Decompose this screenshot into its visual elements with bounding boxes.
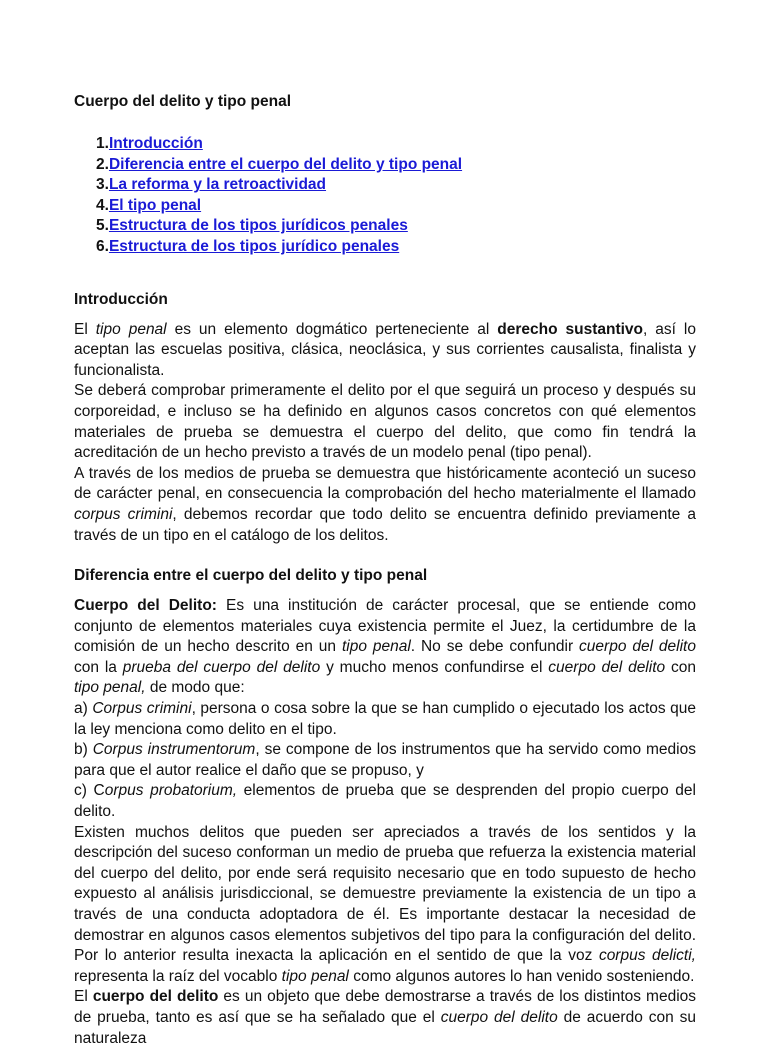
diferencia-paragraph-2: [74, 823, 696, 988]
table-of-contents: [74, 134, 696, 258]
italic-term: tipo penal: [341, 638, 411, 656]
section-heading-introduccion: Introducción: [74, 290, 168, 308]
text-run: b): [74, 741, 93, 759]
toc-link-tipo-penal[interactable]: El tipo penal: [108, 196, 202, 214]
text-run: como algunos autores lo han venido sosteniendo.: [348, 967, 695, 985]
intro-paragraph-2: Se deberá comprobar primeramente el delito por el que seguirá un proceso y después su corporeidad, e incluso se ha definido en algunos casos concretos con qué elementos materiales de prueba se demuestra el cuerpo del delito, que como fin tendrá la acreditación de un hecho previsto a través de un modelo penal (tipo penal).: [74, 382, 696, 462]
text-run: es un elemento dogmático perteneciente al: [166, 320, 498, 338]
text-run: El: [74, 988, 93, 1006]
text-run: con la: [74, 658, 123, 676]
list-item-c: [74, 781, 696, 822]
italic-term: cuerpo del delito: [579, 638, 696, 656]
text-run: de modo que:: [145, 679, 245, 697]
toc-link-reforma[interactable]: La reforma y la retroactividad: [108, 176, 327, 194]
diferencia-paragraph-3: [74, 987, 696, 1049]
intro-paragraph-1: [74, 320, 696, 382]
toc-item: [96, 155, 696, 176]
text-run: c) C: [74, 782, 105, 800]
text-run: , persona o cosa sobre la que se han cumplido o ejecutado los actos que la ley menciona como delito en el tipo.: [74, 700, 696, 738]
text-run: , se compone de los instrumentos que ha servido como medios para que el autor realice el daño que se propuso, y: [74, 741, 696, 779]
toc-item: [96, 237, 696, 258]
italic-term: tipo penal: [95, 320, 167, 338]
bold-term: derecho sustantivo: [497, 320, 644, 338]
text-run: Existen muchos delitos que pueden ser apreciados a través de los sentidos y la descripción del suceso conforman un medio de prueba que refuerza la existencia material del cuerpo del delito, por ende será requisito necesario que en todo supuesto de hecho expuesto al análisis jurisdiccional, se demuestre previamente la existencia de un tipo a través de una conducta adoptadora de él. Es importante destacar la necesidad de demostrar en algunos casos elementos subjetivos del tipo para la configuración del delito. Por lo anterior resulta inexacta la aplicación en el sentido de que la voz: [74, 823, 696, 965]
toc-item: [96, 196, 696, 217]
text-run: , así lo aceptan las escuelas positiva, clásica, neoclásica, y sus corrientes causalista, finalista y funcionalista.: [74, 320, 696, 379]
text-run: con: [665, 658, 696, 676]
italic-term: tipo penal: [281, 967, 349, 985]
text-run: a): [74, 700, 93, 718]
toc-number: 5.: [96, 217, 109, 235]
text-run: representa la raíz del vocablo: [74, 967, 282, 985]
section-heading-diferencia: Diferencia entre el cuerpo del delito y tipo penal: [74, 567, 428, 585]
text-run: El: [74, 320, 96, 338]
text-run: , debemos recordar que todo delito se encuentra definido previamente a través de un tipo en el catálogo de los delitos.: [74, 505, 696, 544]
text-run: A través de los medios de prueba se demuestra que históricamente aconteció un suceso de carácter penal, en consecuencia la comprobación del hecho materialmente el llamado: [74, 464, 696, 503]
italic-term: orpus probatorium,: [104, 782, 238, 800]
italic-term: tipo penal,: [74, 679, 146, 697]
toc-number: 3.: [96, 176, 109, 194]
toc-number: 2.: [96, 155, 109, 173]
toc-number: 4.: [96, 196, 109, 214]
text-run: es un objeto que debe demostrarse a través de los distintos medios de prueba, tanto es así que se ha señalado que el: [74, 988, 697, 1026]
list-item-a: [74, 699, 696, 740]
document-title: Cuerpo del delito y tipo penal: [74, 93, 292, 110]
italic-term: prueba del cuerpo del delito: [122, 658, 321, 676]
italic-term: cuerpo del delito: [440, 1008, 558, 1026]
text-run: Es una institución de carácter procesal, que se entiende como conjunto de elementos materiales cuya existencia permite el Juez, la certidumbre de la comisión de un hecho descrito en un: [74, 597, 696, 656]
diferencia-paragraph-1: [74, 596, 696, 699]
italic-term: corpus delicti,: [598, 947, 696, 965]
text-run: . No se debe confundir: [410, 638, 580, 656]
text-run: elementos de prueba que se desprenden del propio cuerpo del delito.: [74, 782, 696, 821]
bold-term: cuerpo del delito: [92, 988, 219, 1006]
intro-paragraph-3: [74, 464, 696, 546]
toc-item: [96, 216, 696, 237]
toc-link-estructura-1[interactable]: Estructura de los tipos jurídicos penales: [108, 217, 408, 235]
toc-link-estructura-2[interactable]: Estructura de los tipos jurídico penales: [108, 237, 400, 255]
italic-term: corpus crimini: [74, 505, 173, 523]
toc-number: 6.: [96, 237, 109, 255]
toc-link-diferencia[interactable]: Diferencia entre el cuerpo del delito y tipo penal: [108, 155, 463, 173]
toc-link-introduccion[interactable]: Introducción: [108, 135, 203, 152]
italic-term: Corpus instrumentorum: [92, 741, 256, 759]
italic-term: Corpus crimini: [92, 700, 192, 718]
toc-item: [96, 175, 696, 196]
text-run: y mucho menos confundirse el: [320, 658, 549, 676]
toc-item: [96, 134, 696, 155]
list-item-b: [74, 740, 696, 781]
toc-number: 1.: [96, 135, 109, 152]
bold-term: Cuerpo del Delito:: [74, 597, 217, 615]
text-run: de acuerdo con su naturaleza: [74, 1008, 697, 1047]
italic-term: cuerpo del delito: [548, 658, 666, 676]
